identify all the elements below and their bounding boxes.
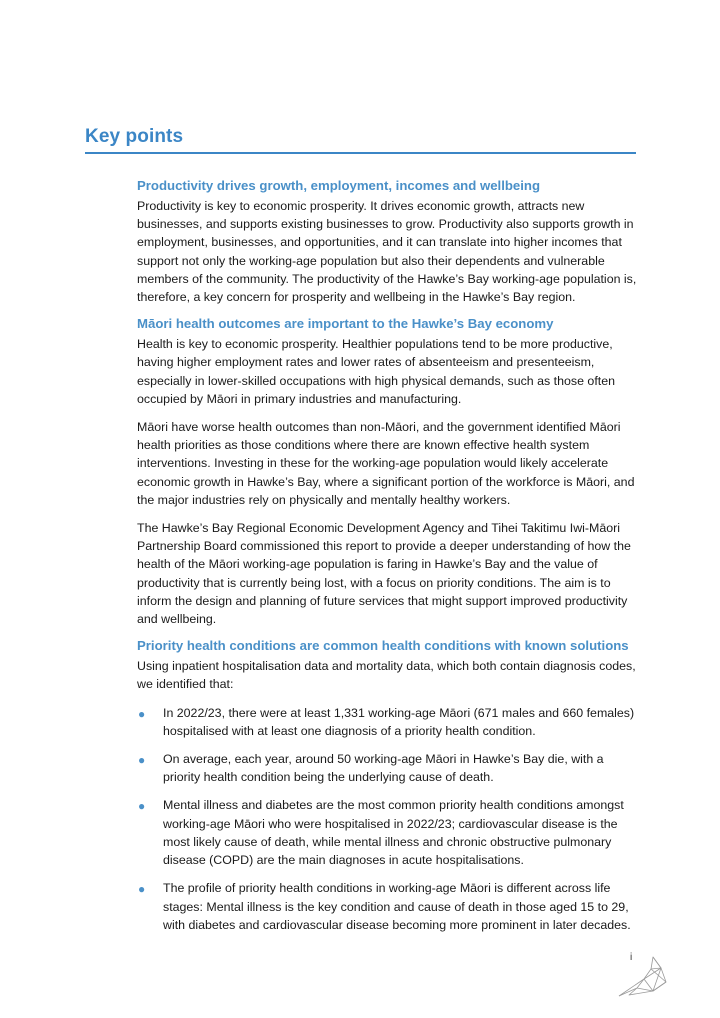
heading-rule xyxy=(85,152,636,154)
bullet-text: The profile of priority health conditions in working-age Māori is different across life stages: Mental illness is the key condition and cause of death in those aged 15 to 29, with diabetes and cardiovascular disease becoming more prominent in later decades. xyxy=(163,881,631,932)
paragraph: Productivity is key to economic prosperity. It drives economic growth, attracts new businesses, and supports existing businesses to grow. Productivity also supports growth in employment, businesses, and opportunities, and it can translate into higher incomes that support not only the working-age population but also their dependents and vulnerable members of the community. The productivity of the Hawke’s Bay working-age population is, therefore, a key concern for prosperity and wellbeing in the Hawke’s Bay region. xyxy=(137,199,637,305)
bullet-text: Mental illness and diabetes are the most common priority health conditions amongst working-age Māori who were hospitalised in 2022/23; cardiovascular disease is the most likely cause of death, while mental illness and chronic obstructive pulmonary disease (COPD) are the main diagnoses in acute hospitalisations. xyxy=(163,798,624,868)
paragraph: Using inpatient hospitalisation data and mortality data, which both contain diagnosis codes, we identified that: xyxy=(137,659,636,692)
geometric-bird-logo-icon xyxy=(617,955,669,999)
section-title: Productivity drives growth, employment, incomes and wellbeing xyxy=(137,178,541,193)
bullet-icon: ● xyxy=(138,799,146,814)
paragraph: The Hawke’s Bay Regional Economic Development Agency and Tihei Takitimu Iwi-Māori Partnership Board commissioned this report to provide a deeper understanding of how the health of the Māori working-age population is faring in Hawke’s Bay and the value of productivity that is currently being lost, with a focus on priority conditions. The aim is to inform the design and planning of future services that might support improved productivity and wellbeing. xyxy=(137,521,631,627)
bullet-item xyxy=(137,704,642,740)
bullet-icon: ● xyxy=(138,882,146,897)
section-maori-health xyxy=(137,316,642,628)
bullet-item xyxy=(137,750,642,786)
paragraph: Māori have worse health outcomes than non-Māori, and the government identified Māori health priorities as those conditions where there are known effective health system interventions. Investing in these for the working-age population would likely accelerate economic growth in Hawke’s Bay, where a significant portion of the workforce is Māori, and the major industries rely on physically and mentally healthy workers. xyxy=(137,420,635,507)
section-title: Priority health conditions are common health conditions with known solutions xyxy=(137,638,629,654)
content-body xyxy=(137,178,642,944)
bullet-text: On average, each year, around 50 working-age Māori in Hawke’s Bay die, with a priority health condition being the underlying cause of death. xyxy=(163,752,604,785)
bullet-list xyxy=(137,704,642,934)
bullet-item xyxy=(137,796,642,869)
section-title: Māori health outcomes are important to the Hawke’s Bay economy xyxy=(137,316,554,332)
page-heading: Key points xyxy=(85,126,184,147)
bullet-icon: ● xyxy=(138,706,146,721)
section-priority-conditions xyxy=(137,638,642,934)
bullet-text: In 2022/23, there were at least 1,331 working-age Māori (671 males and 660 females) hospitalised with at least one diagnosis of a priority health condition. xyxy=(163,705,635,738)
bullet-item xyxy=(137,879,642,934)
page-number: i xyxy=(630,952,633,963)
section-productivity xyxy=(137,178,642,306)
bullet-icon: ● xyxy=(138,753,146,768)
paragraph: Health is key to economic prosperity. Healthier populations tend to be more productive, having higher employment rates and lower rates of absenteeism and presenteeism, especially in lower-skilled occupations with high physical demands, such as those often occupied by Māori in primary industries and manufacturing. xyxy=(137,337,615,406)
